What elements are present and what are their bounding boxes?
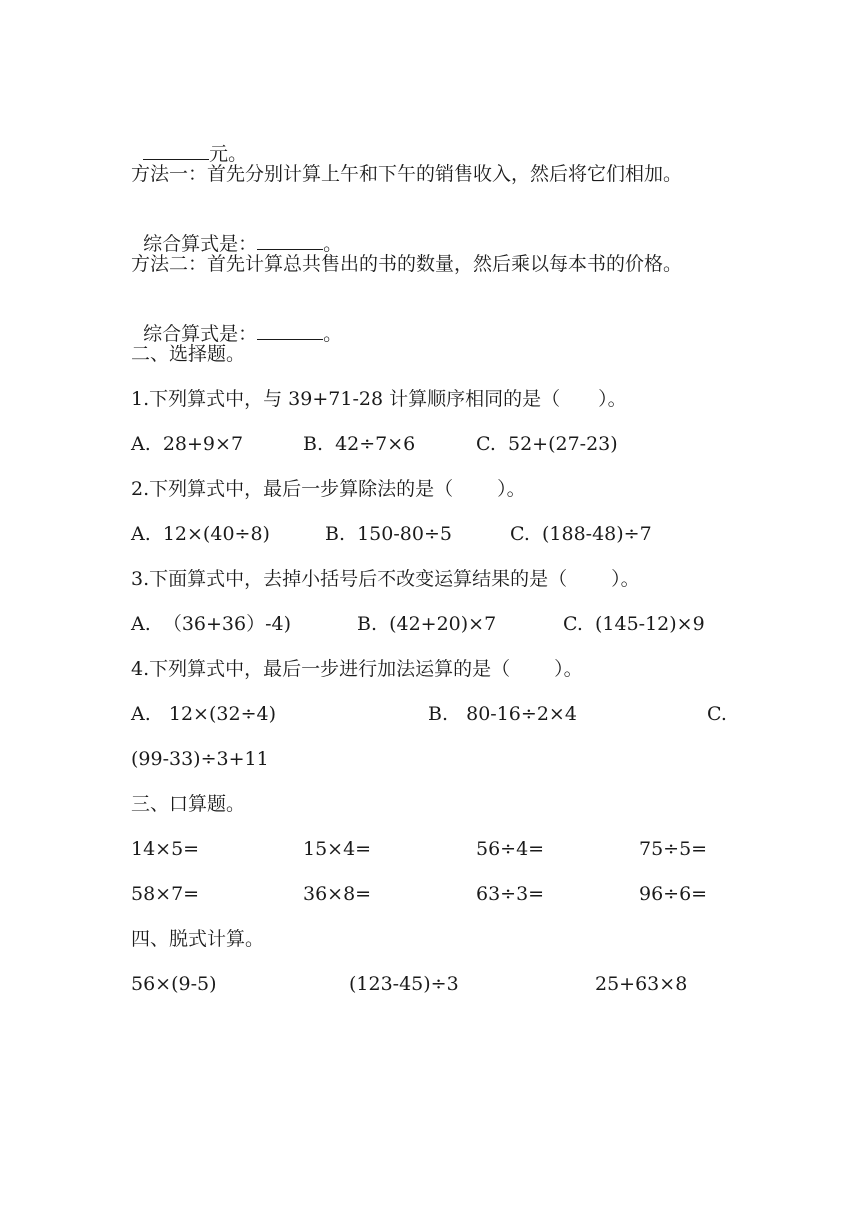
q2-option-a[interactable]: A. 12×(40÷8): [131, 523, 270, 545]
mental-item: 63÷3=: [476, 883, 545, 905]
q4-option-a[interactable]: A. 12×(32÷4): [131, 703, 276, 725]
q1-option-a[interactable]: A. 28+9×7: [131, 433, 244, 455]
section4-title: 四、脱式计算。: [131, 928, 265, 950]
mental-item: 14×5=: [131, 838, 200, 860]
formula1-end: 。: [323, 233, 343, 255]
q4-stem: 4.下列算式中，最后一步进行加法运算的是（ ）。: [131, 658, 583, 680]
q4-option-c-label[interactable]: C.: [707, 703, 727, 725]
q3-option-a[interactable]: A. （36+36）-4): [131, 613, 292, 635]
formula1-line: [131, 207, 342, 256]
q3-option-c[interactable]: C. (145-12)×9: [563, 613, 705, 635]
answer-blank[interactable]: [143, 141, 209, 160]
q3-stem: 3.下面算式中，去掉小括号后不改变运算结果的是（ ）。: [131, 568, 640, 590]
mental-item: 36×8=: [303, 883, 372, 905]
method1-text: 方法一：首先分别计算上午和下午的销售收入，然后将它们相加。: [131, 163, 683, 185]
q2-option-c[interactable]: C. (188-48)÷7: [510, 523, 652, 545]
q3-option-b[interactable]: B. (42+20)×7: [357, 613, 497, 635]
q1-option-c[interactable]: C. 52+(27-23): [476, 433, 618, 455]
answer-suffix: 元。: [209, 143, 248, 165]
section3-title: 三、口算题。: [131, 793, 246, 815]
formula2-line: [131, 297, 342, 346]
q2-stem: 2.下列算式中，最后一步算除法的是（ ）。: [131, 478, 526, 500]
method2-text: 方法二：首先计算总共售出的书的数量，然后乘以每本书的价格。: [131, 253, 683, 275]
mental-item: 56÷4=: [476, 838, 545, 860]
q2-option-b[interactable]: B. 150-80÷5: [325, 523, 452, 545]
mental-item: 96÷6=: [639, 883, 708, 905]
section2-title: 二、选择题。: [131, 343, 246, 365]
calc-item: 56×(9-5): [131, 973, 217, 995]
formula1-blank[interactable]: [257, 231, 323, 250]
calc-item: 25+63×8: [595, 973, 688, 995]
q1-option-b[interactable]: B. 42÷7×6: [303, 433, 416, 455]
mental-item: 58×7=: [131, 883, 200, 905]
formula2-blank[interactable]: [257, 321, 323, 340]
calc-item: (123-45)÷3: [349, 973, 459, 995]
q4-option-c-expr[interactable]: (99-33)÷3+11: [131, 748, 269, 770]
formula2-end: 。: [323, 323, 343, 345]
mental-item: 75÷5=: [639, 838, 708, 860]
q4-option-b[interactable]: B. 80-16÷2×4: [428, 703, 577, 725]
answer-line: [131, 117, 247, 166]
q1-stem: 1.下列算式中，与 39+71-28 计算顺序相同的是（ ）。: [131, 388, 627, 410]
mental-item: 15×4=: [303, 838, 372, 860]
formula2-label: 综合算式是：: [143, 323, 258, 345]
formula1-label: 综合算式是：: [143, 233, 258, 255]
